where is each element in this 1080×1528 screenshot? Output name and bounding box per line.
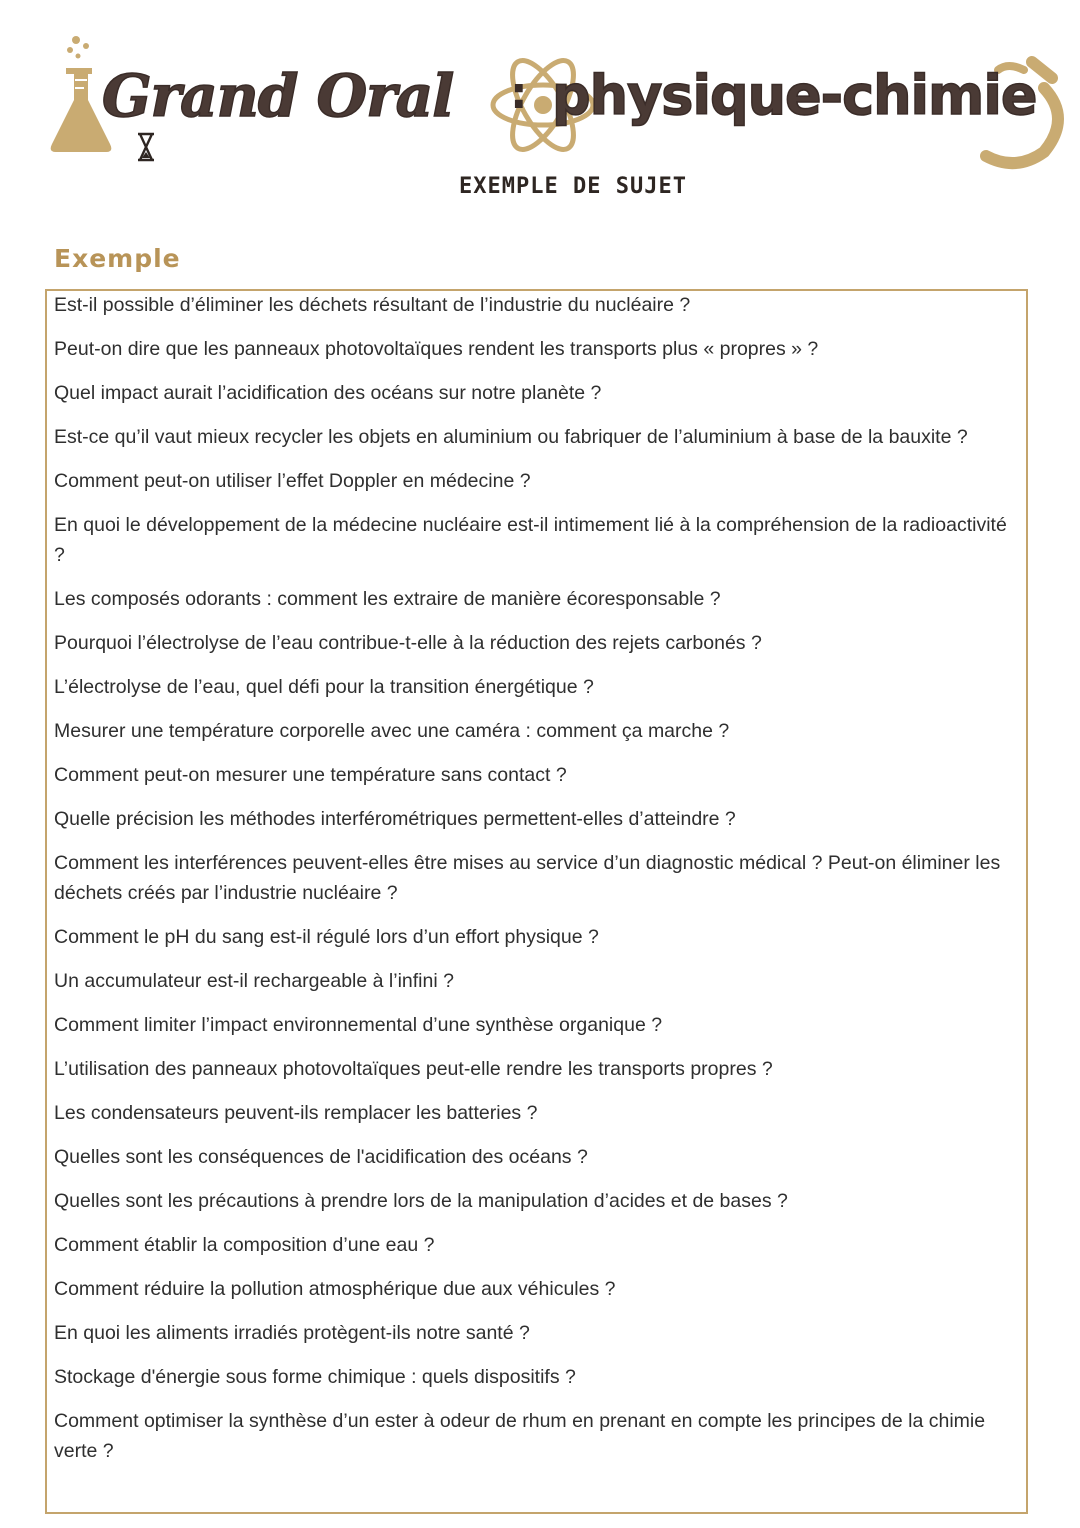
question-item: Comment les interférences peuvent-elles être mises au service d’un diagnostic médical ? Peut-on éliminer les déchets créés par l’industrie nucléaire ? xyxy=(54,852,1001,904)
title-physique-chimie: physique-chimie xyxy=(552,64,1037,127)
question-item: Comment peut-on utiliser l’effet Doppler en médecine ? xyxy=(54,470,531,492)
question-item: Comment établir la composition d’une eau ? xyxy=(54,1234,435,1256)
question-item: Quelles sont les précautions à prendre lors de la manipulation d’acides et de bases ? xyxy=(54,1190,788,1212)
header xyxy=(0,0,1080,220)
page-title xyxy=(100,62,1037,152)
question-item: Est-il possible d’éliminer les déchets résultant de l’industrie du nucléaire ? xyxy=(54,294,691,316)
question-item: Est-ce qu’il vaut mieux recycler les objets en aluminium ou fabriquer de l’aluminium à base de la bauxite ? xyxy=(54,426,968,448)
question-item: Mesurer une température corporelle avec une caméra : comment ça marche ? xyxy=(54,720,730,742)
question-item: Quelles sont les conséquences de l'acidification des océans ? xyxy=(54,1146,588,1168)
question-item: Peut-on dire que les panneaux photovoltaïques rendent les transports plus « propres » ? xyxy=(54,338,819,360)
question-item: En quoi le développement de la médecine nucléaire est-il intimement lié à la compréhension de la radioactivité ? xyxy=(54,514,1007,566)
question-item: Comment le pH du sang est-il régulé lors d’un effort physique ? xyxy=(54,926,599,948)
question-item: Les composés odorants : comment les extraire de manière écoresponsable ? xyxy=(54,588,721,610)
question-item: Stockage d'énergie sous forme chimique : quels dispositifs ? xyxy=(54,1366,576,1388)
question-item: En quoi les aliments irradiés protègent-ils notre santé ? xyxy=(54,1322,530,1344)
question-item: Comment limiter l’impact environnemental d’une synthèse organique ? xyxy=(54,1014,663,1036)
question-item: L’électrolyse de l’eau, quel défi pour la transition énergétique ? xyxy=(54,676,594,698)
question-item: L’utilisation des panneaux photovoltaïques peut-elle rendre les transports propres ? xyxy=(54,1058,773,1080)
title-colon: : xyxy=(510,68,528,119)
subtitle: EXEMPLE DE SUJET xyxy=(459,174,687,199)
question-item: Un accumulateur est-il rechargeable à l’infini ? xyxy=(54,970,454,992)
question-item: Comment optimiser la synthèse d’un ester à odeur de rhum en prenant en compte les principes de la chimie verte ? xyxy=(54,1410,986,1462)
question-item: Pourquoi l’électrolyse de l’eau contribue-t-elle à la réduction des rejets carbonés ? xyxy=(54,632,762,654)
title-grand-oral: Grand Oral xyxy=(102,62,454,130)
question-item: Quelle précision les méthodes interférométriques permettent-elles d’atteindre ? xyxy=(54,808,736,830)
question-item: Quel impact aurait l’acidification des océans sur notre planète ? xyxy=(54,382,602,404)
question-item: Comment réduire la pollution atmosphérique due aux véhicules ? xyxy=(54,1278,616,1300)
questions-list xyxy=(54,290,1020,1480)
question-item: Les condensateurs peuvent-ils remplacer les batteries ? xyxy=(54,1102,538,1124)
question-item: Comment peut-on mesurer une température sans contact ? xyxy=(54,764,567,786)
section-label: Exemple xyxy=(54,244,181,273)
